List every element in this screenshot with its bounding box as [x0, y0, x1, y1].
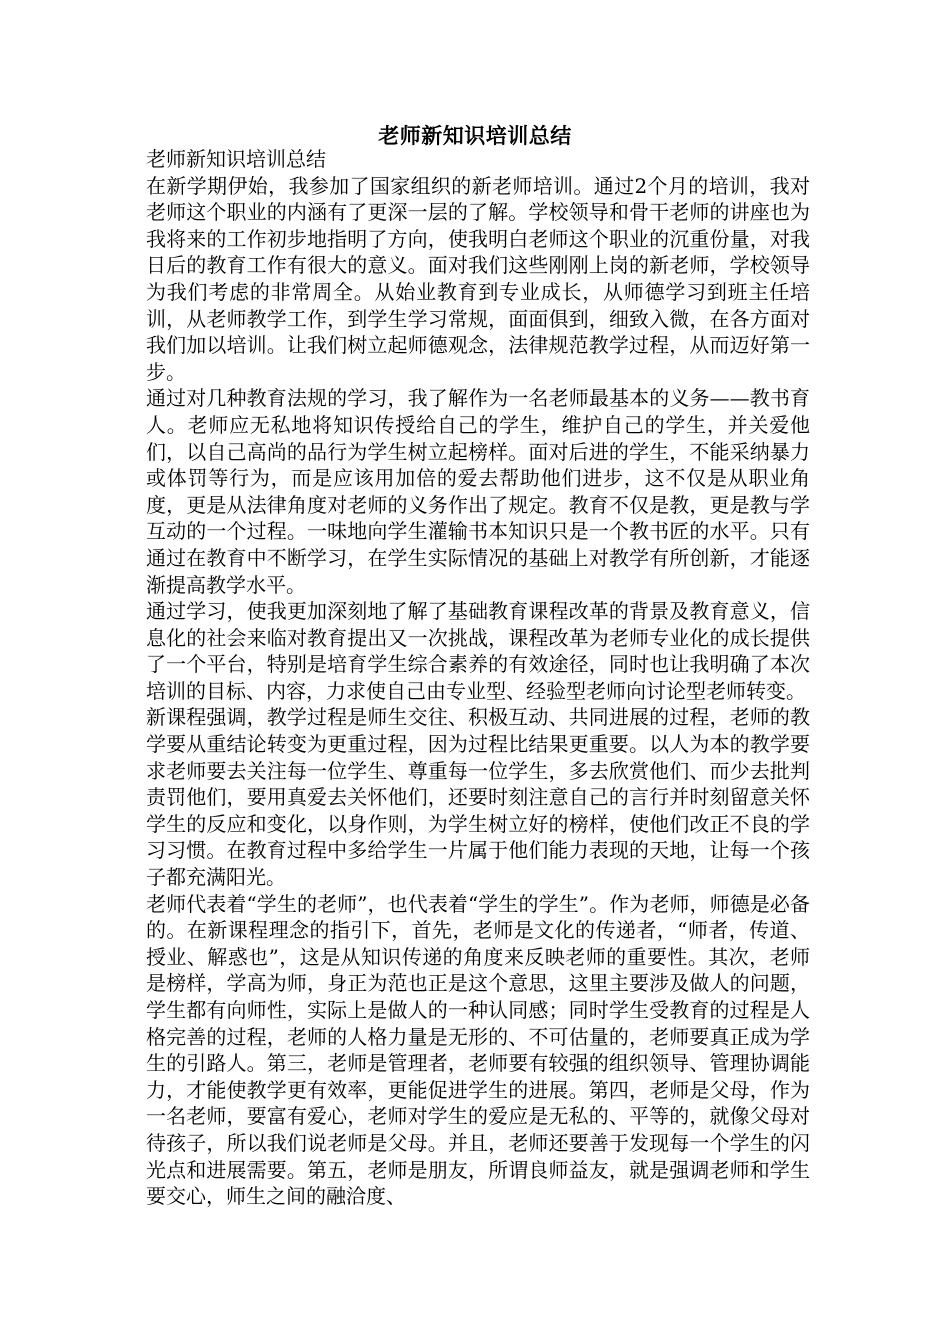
paragraph-laws: 通过对几种教育法规的学习，我了解作为一名老师最基本的义务——教书育人。老师应无私地将知识传授给自己的学生，维护自己的学生，并关爱他们，以自己高尚的品行为学生树立起榜样。面对后进的学生，不能采纳暴力或体罚等行为，而是应该用加倍的爱去帮助他们进步，这不仅是从职业角度，更是从法律角度对老师的义务作出了规定。教育不仅是教，更是教与学互动的一个过程。一味地向学生灌输书本知识只是一个教书匠的水平。只有通过在教育中不断学习，在学生实际情况的基础上对教学有所创新，才能逐渐提高教学水平。 [146, 386, 810, 597]
document-title: 老师新知识培训总结 [378, 123, 572, 148]
paragraph-new-curriculum: 新课程强调，教学过程是师生交往、积极互动、共同进展的过程，老师的教学要从重结论转变为更重过程，因为过程比结果更重要。以人为本的教学要求老师要去关注每一位学生、尊重每一位学生，多去欣赏他们、而少去批判责罚他们，要用真爱去关怀他们，还要时刻注意自己的言行并时刻留意关怀学生的反应和变化，以身作则，为学生树立好的榜样，使他们改正不良的学习习惯。在教育过程中多给学生一片属于他们能力表现的天地，让每一个孩子都充满阳光。 [146, 705, 810, 890]
paragraph-teacher-roles: 老师代表着“学生的老师”，也代表着“学生的学生”。作为老师，师德是必备的。在新课程理念的指引下，首先，老师是文化的传递者，“师者，传道、授业、解惑也”，这是从知识传递的角度来反映老师的重要性。其次，老师是榜样，学高为师，身正为范也正是这个意思，这里主要涉及做人的问题，学生都有向师性，实际上是做人的一种认同感；同时学生受教育的过程是人格完善的过程，老师的人格力量是无形的、不可估量的，老师要真正成为学生的引路人。第三，老师是管理者，老师要有较强的组织领导、管理协调能力，才能使教学更有效率，更能促进学生的进展。第四，老师是父母，作为一名老师，要富有爱心，老师对学生的爱应是无私的、平等的，就像父母对待孩子，所以我们说老师是父母。并且，老师还要善于发现每一个学生的闪光点和进展需要。第五，老师是朋友，所谓良师益友，就是强调老师和学生要交心，师生之间的融洽度、 [146, 891, 810, 1209]
subtitle-paragraph: 老师新知识培训总结 [146, 147, 326, 171]
paragraph-intro: 在新学期伊始，我参加了国家组织的新老师培训。通过2个月的培训，我对老师这个职业的内涵有了更深一层的了解。学校领导和骨干老师的讲座也为我将来的工作初步地指明了方向，使我明白老师这个职业的沉重份量，对我日后的教育工作有很大的意义。面对我们这些刚刚上岗的新老师，学校领导为我们考虑的非常周全。从始业教育到专业成长，从师德学习到班主任培训，从老师教学工作，到学生学习常规，面面俱到，细致入微，在各方面对我们加以培训。让我们树立起师德观念，法律规范教学过程，从而迈好第一步。 [146, 173, 810, 384]
paragraph-curriculum-reform: 通过学习，使我更加深刻地了解了基础教育课程改革的背景及教育意义，信息化的社会来临对教育提出又一次挑战，课程改革为老师专业化的成长提供了一个平台，特别是培育学生综合素养的有效途径，同时也让我明确了本次培训的目标、内容，力求使自己由专业型、经验型老师向讨论型老师转变。 [146, 599, 810, 703]
document-body [146, 146, 810, 1210]
